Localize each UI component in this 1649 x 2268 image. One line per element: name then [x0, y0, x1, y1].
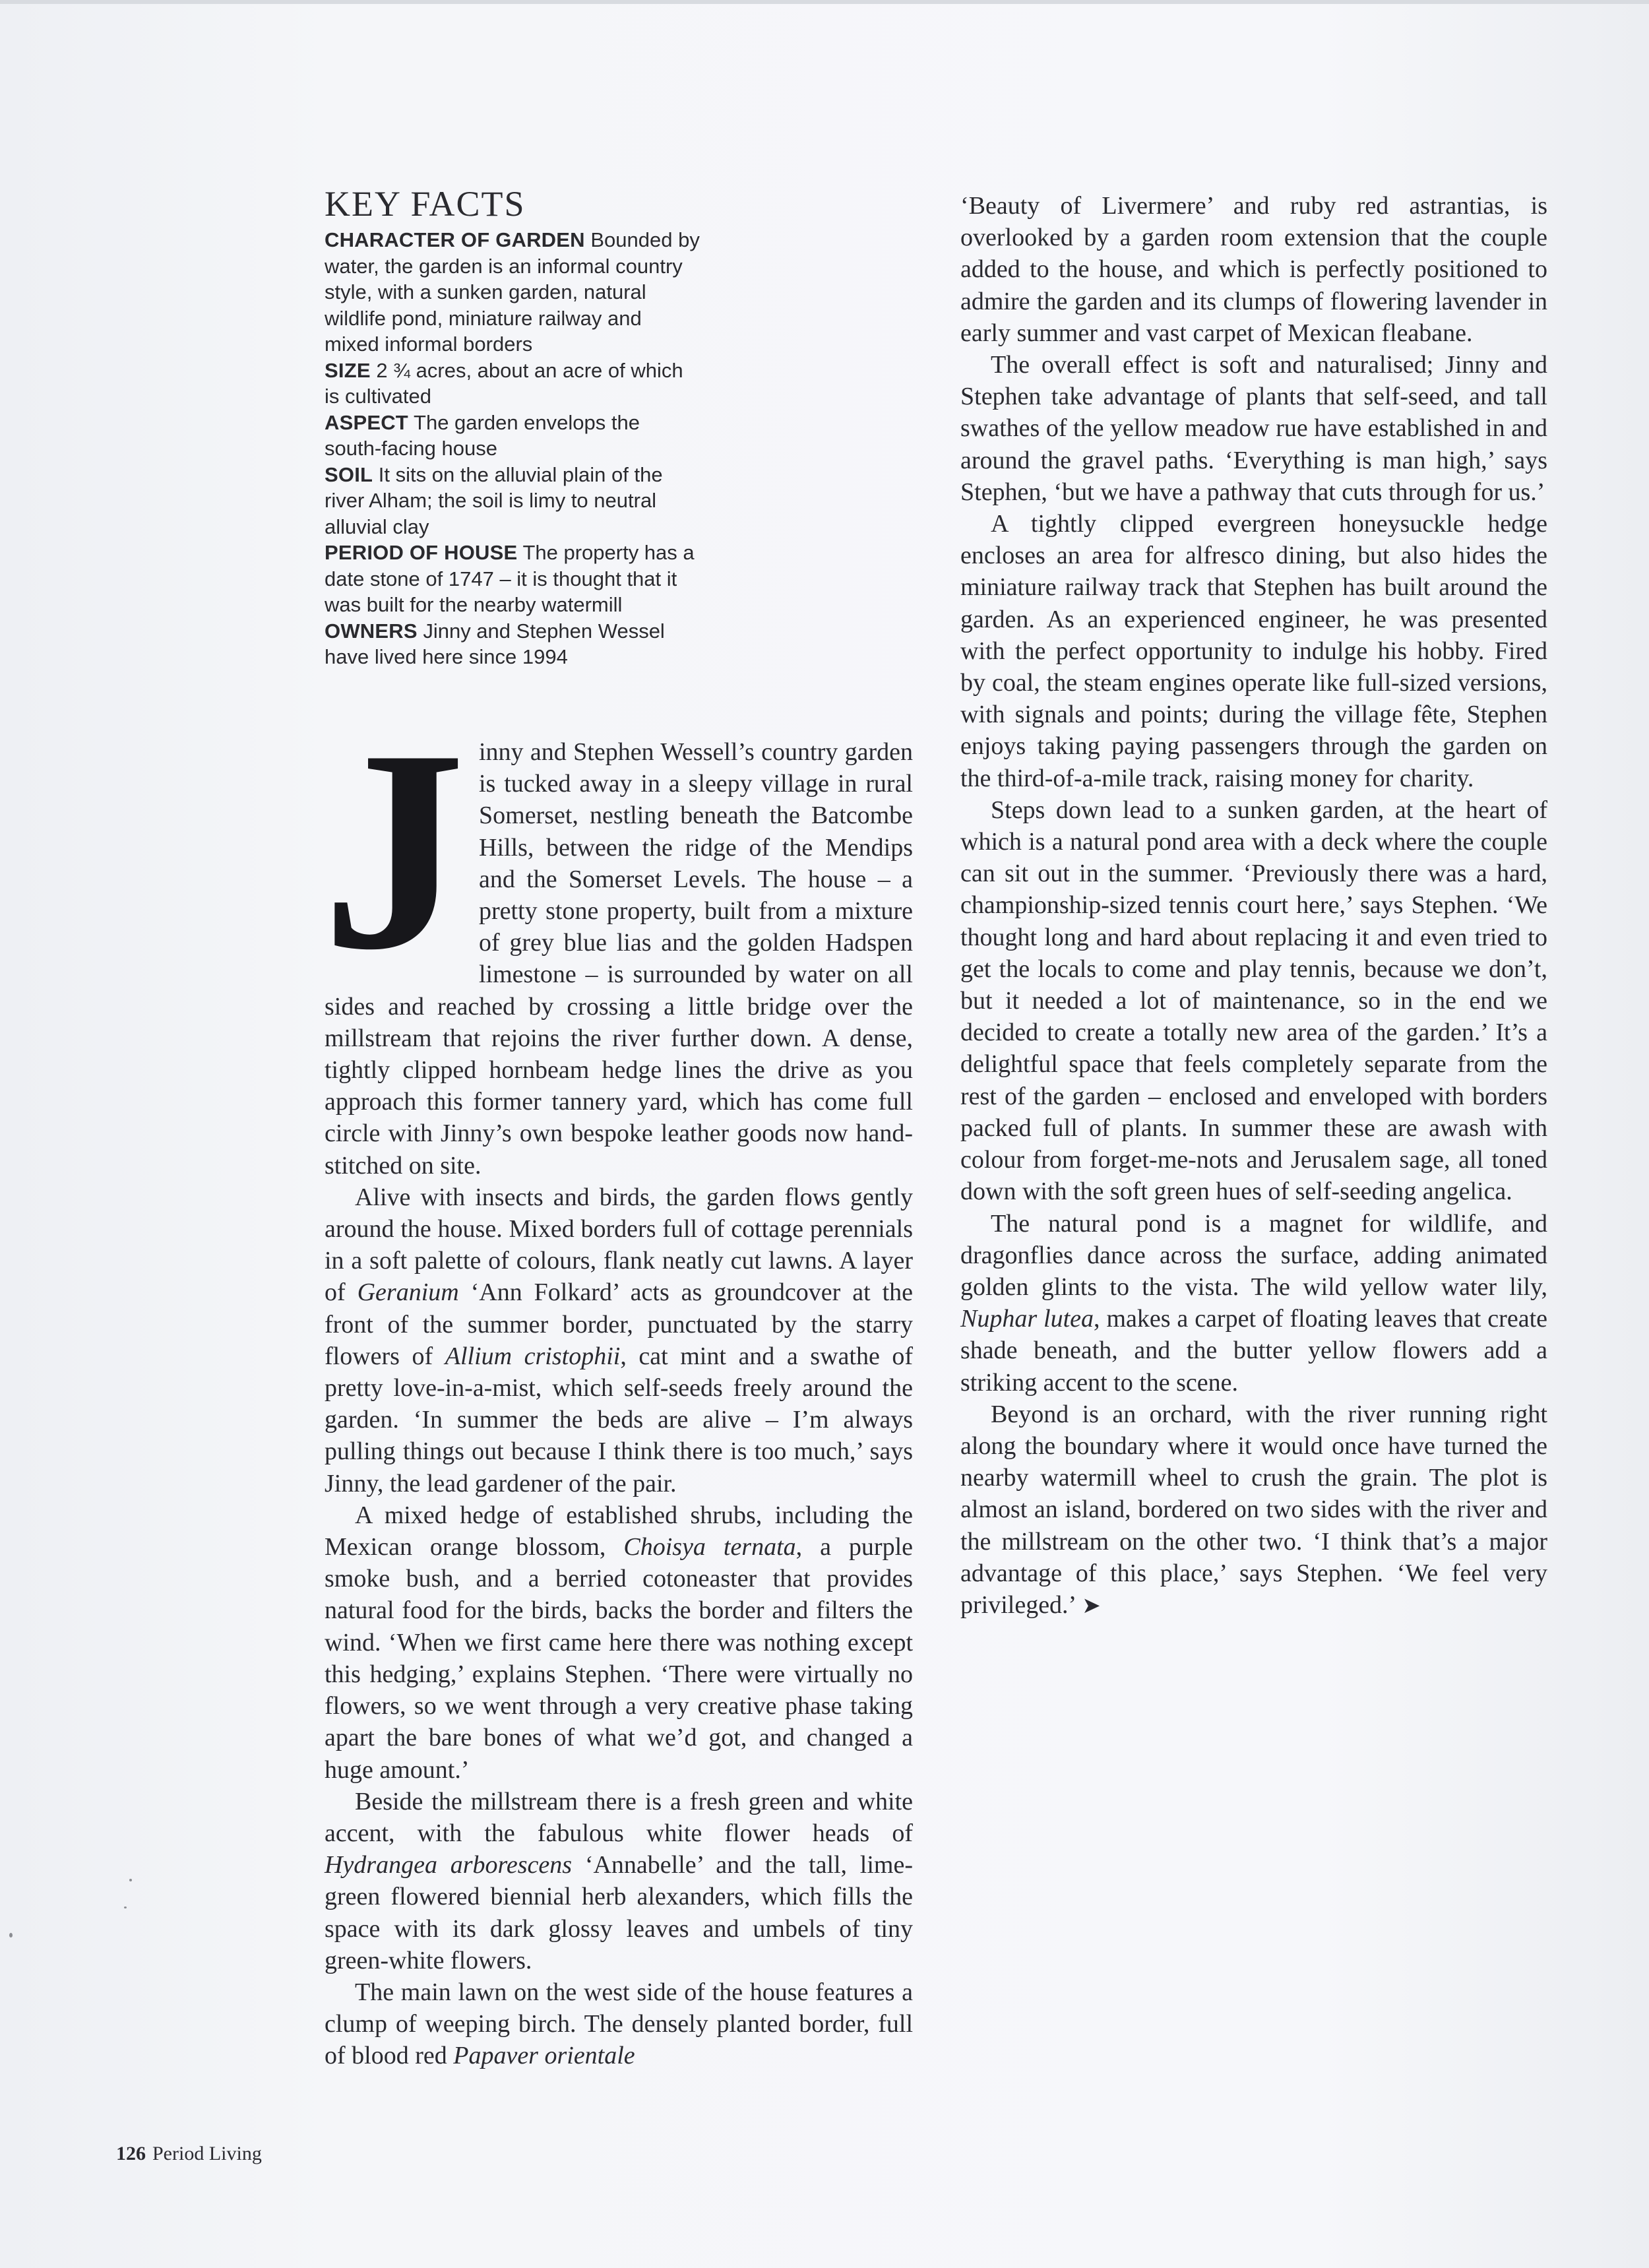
article-paragraph — [325, 1786, 913, 1976]
paragraph-text: , makes a carpet of floating leaves that create shade beneath, and the butter yellow flowers add a striking accent to the scene. — [960, 1305, 1547, 1397]
key-fact-label: CHARACTER OF GARDEN — [325, 228, 585, 251]
key-fact-period — [325, 540, 700, 618]
paragraph-text: The natural pond is a magnet for wildlife, and dragonflies dance across the surface, adding animated golden glints to the vista. The wild yellow water lily, — [960, 1209, 1547, 1301]
page-number: 126 — [116, 2143, 146, 2164]
key-fact-character — [325, 227, 700, 358]
key-fact-text: Bounded by water, the garden is an informal country style, with a sunken garden, natural wildlife pond, miniature railway and mixed informal borders — [325, 228, 700, 356]
magazine-name: Period Living — [152, 2143, 262, 2164]
paragraph-text: The main lawn on the west side of the house features a clump of weeping birch. The densely planted border, full of blood red — [325, 1978, 913, 2070]
paragraph-text: ‘Ann Folkard’ acts as groundcover at the front of the summer border, punctuated by the starry flowers of — [325, 1278, 914, 1370]
key-fact-label: OWNERS — [325, 619, 418, 643]
article-paragraph — [960, 1399, 1547, 1622]
paragraph-text: inny and Stephen Wessell’s country garden is tucked away in a sleepy village in rural Somerset, nestling beneath the Batcombe Hills, between the ridge of the Mendips and the Somerset Levels. The house – a pretty stone property, built from a mixture of grey blue lias and the golden Hadspen limestone – is surrounded by water on all sides and reached by crossing a little bridge over the millstream that rejoins the river further down. A dense, tightly clipped hornbeam hedge lines the drive as you approach this former tannery yard, which has come full circle with Jinny’s own bespoke leather goods now hand-stitched on site. — [325, 738, 913, 1180]
end-arrow-icon: ➤ — [1082, 1592, 1101, 1619]
key-fact-text: The property has a date stone of 1747 – it is thought that it was built for the nearby watermill — [325, 541, 695, 616]
paragraph-text: A tightly clipped evergreen honeysuckle hedge encloses an area for alfresco dining, but also hides the miniature railway track that Stephen has built around the garden. As an experienced engineer, he was presented with the perfect opportunity to indulge his hobby. Fired by coal, the steam engines operate like full-sized versions, with signals and points; during the village fête, Stephen enjoys taking paying passengers through the garden on the third-of-a-mile track, raising money for charity. — [960, 510, 1547, 792]
key-fact-label: ASPECT — [325, 410, 408, 434]
paragraph-text: , cat mint and a swathe of pretty love-in-a-mist, which self-seeds freely around the garden. ‘In summer the beds are alive – I’m always pulling things out because I think there is too much,’ says Jinny, the lead gardener of the pair. — [325, 1342, 914, 1497]
paragraph-text: , a purple smoke bush, and a berried cotoneaster that provides natural food for the birds, backs the border and filters the wind. ‘When we first came here there was nothing except this hedging,’ explains Stephen. ‘There were virtually no flowers, so we went through a very creative phase taking apart the bare bones of what we’d got, and changed a huge amount.’ — [325, 1533, 913, 1784]
key-fact-text: 2 ¾ acres, about an acre of which is cultivated — [325, 358, 683, 408]
article-paragraph — [960, 190, 1547, 349]
key-fact-text: Jinny and Stephen Wessel have lived here since 1994 — [325, 619, 665, 668]
key-fact-label: PERIOD OF HOUSE — [325, 541, 518, 564]
plant-name: Allium cristophii — [445, 1342, 621, 1370]
article-column-right — [960, 190, 1547, 1622]
paragraph-text: Beyond is an orchard, with the river running right along the boundary where it would once have turned the nearby watermill wheel to crush the grain. The plot is almost an island, bordered on two sides with the river and the millstream on the other two. ‘I think that’s a major advantage of this place,’ says Stephen. ‘We feel very privileged.’ — [960, 1400, 1547, 1619]
article-paragraph — [960, 349, 1547, 508]
key-fact-label: SOIL — [325, 462, 373, 486]
key-fact-text: It sits on the alluvial plain of the river Alham; the soil is limy to neutral alluvial clay — [325, 462, 663, 538]
scan-speck — [129, 1879, 132, 1881]
article-paragraph — [325, 1181, 913, 1499]
drop-cap: J — [322, 691, 466, 1009]
scan-speck — [9, 1933, 13, 1937]
article-paragraph — [322, 691, 913, 1181]
plant-name: Geranium — [357, 1278, 459, 1307]
key-fact-text: The garden envelops the south-facing house — [325, 410, 640, 460]
article-paragraph — [325, 1976, 913, 2072]
article-paragraph — [960, 1208, 1547, 1399]
key-fact-soil — [325, 462, 700, 540]
paragraph-text: Beside the millstream there is a fresh green and white accent, with the fabulous white flower heads of — [325, 1787, 913, 1847]
paragraph-text: Steps down lead to a sunken garden, at the heart of which is a natural pond area with a deck where the couple can sit out in the summer. ‘Previously there was a hard, championship-sized tennis court here,’ says Stephen. ‘We thought long and hard about replacing it and even tried to get the locals to come and play tennis, because we don’t, but it needed a lot of maintenance, so in the end we decided to create a totally new area of the garden.’ It’s a delightful space that feels completely separate from the rest of the garden – enclosed and enveloped with borders packed full of plants. In summer these are awash with colour from forget-me-nots and Jerusalem sage, all toned down with the soft green hues of self-seeding angelica. — [960, 796, 1547, 1206]
page-top-edge — [0, 0, 1649, 4]
key-fact-label: SIZE — [325, 358, 371, 382]
article-column-left — [322, 691, 914, 2072]
key-fact-owners — [325, 618, 700, 670]
key-fact-size — [325, 358, 700, 410]
plant-name: Nuphar lutea — [960, 1305, 1094, 1333]
paragraph-text: The overall effect is soft and naturalised; Jinny and Stephen take advantage of plants that self-seed, and tall swathes of the yellow meadow rue have established in and around the gravel paths. ‘Everything is man high,’ says Stephen, ‘but we have a pathway that cuts through for us.’ — [960, 351, 1547, 506]
article-paragraph — [960, 794, 1547, 1208]
paragraph-text: ‘Annabelle’ and the tall, lime-green flowered biennial herb alexanders, which fills the space with its dark glossy leaves and umbels of tiny green-white flowers. — [325, 1851, 914, 1974]
paragraph-text: Alive with insects and birds, the garden flows gently around the house. Mixed borders full of cottage perennials in a soft palette of colours, flank neatly cut lawns. A layer of — [325, 1183, 913, 1307]
paragraph-text: ‘Beauty of Livermere’ and ruby red astrantias, is overlooked by a garden room extension that the couple added to the house, and which is perfectly positioned to admire the garden and its clumps of flowering lavender in early summer and vast carpet of Mexican fleabane. — [960, 192, 1547, 347]
plant-name: Papaver orientale — [453, 2042, 635, 2070]
key-fact-aspect — [325, 410, 700, 462]
plant-name: Hydrangea arborescens — [325, 1851, 573, 1879]
paragraph-text: A mixed hedge of established shrubs, including the Mexican orange blossom, — [325, 1501, 913, 1561]
scan-speck — [124, 1906, 127, 1908]
plant-name: Choisya ternata — [623, 1533, 796, 1561]
page-folio — [116, 2143, 262, 2165]
key-facts-heading: KEY FACTS — [325, 184, 526, 224]
article-paragraph — [960, 508, 1547, 794]
key-facts-box — [325, 183, 700, 670]
article-paragraph — [325, 1499, 913, 1786]
